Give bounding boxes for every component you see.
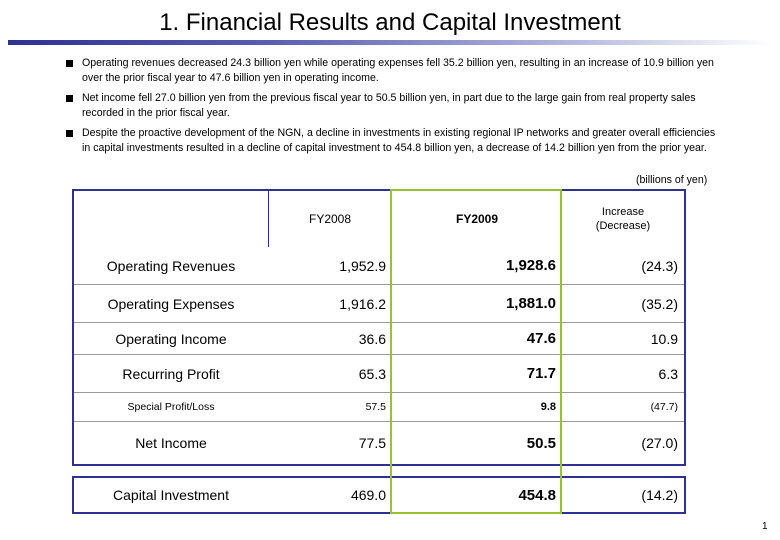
table-row-net-income <box>74 422 684 464</box>
table-row-operating-income <box>74 323 684 354</box>
row-label: Special Profit/Loss <box>127 401 215 413</box>
table-header-row <box>74 191 684 247</box>
value-change: (47.7) <box>650 401 678 413</box>
bullet-text: Net income fell 27.0 billion yen from the previous fiscal year to 50.5 billion yen, in part due to the large gain from real property sales recorded in the prior fiscal year. <box>82 92 696 119</box>
value-change: (24.3) <box>641 257 678 274</box>
header-fy2009: FY2009 <box>455 212 499 226</box>
bullet-item <box>66 91 726 121</box>
value-fy2008: 1,916.2 <box>339 295 386 312</box>
value-fy2009: 71.7 <box>526 365 556 382</box>
row-label: Recurring Profit <box>122 365 220 382</box>
row-label: Operating Income <box>115 330 227 347</box>
value-fy2008: 57.5 <box>365 401 386 413</box>
header-fy2008: FY2008 <box>308 212 352 226</box>
bullet-item <box>66 126 726 156</box>
table-row-special-profit-loss <box>74 393 684 421</box>
value-fy2009: 9.8 <box>540 401 556 413</box>
table-row-operating-expenses <box>74 285 684 322</box>
table-row-capital-investment <box>74 478 684 512</box>
financial-results-table <box>72 189 686 466</box>
square-bullet-icon <box>66 95 73 102</box>
value-change: 6.3 <box>658 365 678 382</box>
bullet-text: Despite the proactive development of the NGN, a decline in investments in existing regional IP networks and greater overall efficiencies in capital investments resulted in a decline of capital investment to 454.8 billion yen, a decrease of 14.2 billion yen from the prior year. <box>82 127 716 154</box>
value-fy2008: 469.0 <box>350 487 386 503</box>
row-label: Capital Investment <box>113 487 229 503</box>
page-number: 1 <box>762 521 768 532</box>
table-row-recurring-profit <box>74 355 684 392</box>
value-fy2008: 77.5 <box>358 435 386 451</box>
header-increase <box>562 191 684 247</box>
summary-bullets <box>66 56 726 161</box>
page-title: 1. Financial Results and Capital Investment <box>159 9 621 36</box>
row-label: Net Income <box>135 435 207 451</box>
value-fy2009: 50.5 <box>526 434 556 452</box>
value-fy2009: 47.6 <box>526 330 556 347</box>
unit-note: (billions of yen) <box>636 174 708 186</box>
table-row-operating-revenues <box>74 247 684 284</box>
row-label: Operating Expenses <box>107 295 235 312</box>
bullet-text: Operating revenues decreased 24.3 billion yen while operating expenses fell 35.2 billion yen, resulting in an increase of 10.9 billion yen over the prior fiscal year to 47.6 billion yen in operating income. <box>82 57 714 84</box>
value-fy2008: 65.3 <box>358 365 386 382</box>
value-fy2009: 454.8 <box>518 486 556 504</box>
header-increase-line2: (Decrease) <box>595 220 651 232</box>
value-fy2009: 1,881.0 <box>505 295 556 312</box>
value-change: (14.2) <box>641 487 678 503</box>
value-change: (27.0) <box>641 435 678 451</box>
value-fy2008: 1,952.9 <box>339 257 386 274</box>
bullet-item <box>66 56 726 86</box>
value-fy2009: 1,928.6 <box>505 257 556 274</box>
value-change: 10.9 <box>650 330 678 347</box>
value-change: (35.2) <box>641 295 678 312</box>
row-label: Operating Revenues <box>106 257 236 274</box>
square-bullet-icon <box>66 130 73 137</box>
square-bullet-icon <box>66 60 73 67</box>
header-increase-line1: Increase <box>601 206 645 218</box>
value-fy2008: 36.6 <box>358 330 386 347</box>
title-underline <box>8 40 772 45</box>
capital-investment-table <box>72 476 686 514</box>
